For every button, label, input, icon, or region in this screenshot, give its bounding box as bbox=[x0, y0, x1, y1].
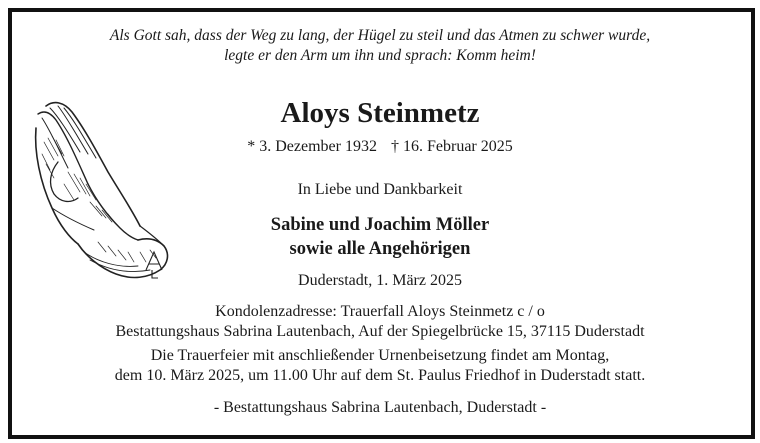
deceased-name: Aloys Steinmetz bbox=[280, 97, 480, 129]
memorial-quote bbox=[0, 26, 760, 66]
quote-line-1: Als Gott sah, dass der Weg zu lang, der Hügel zu steil und das Atmen zu schwer wurde, bbox=[109, 27, 651, 44]
condolence-address bbox=[0, 302, 760, 342]
quote-line-2: legte er den Arm um ihn und sprach: Komm heim! bbox=[224, 47, 536, 64]
funeral-home-footer: - Bestattungshaus Sabrina Lautenbach, Duderstadt - bbox=[213, 399, 547, 416]
condolence-line-2: Bestattungshaus Sabrina Lautenbach, Auf der Spiegelbrücke 15, 37115 Duderstadt bbox=[115, 323, 645, 340]
life-dates bbox=[0, 137, 760, 157]
mourners-line-2: sowie alle Angehörigen bbox=[289, 239, 471, 259]
mourners bbox=[0, 213, 760, 261]
ceremony-line-2: dem 10. März 2025, um 11.00 Uhr auf dem St. Paulus Friedhof in Duderstadt statt. bbox=[114, 367, 646, 384]
place-and-date: Duderstadt, 1. März 2025 bbox=[298, 272, 462, 289]
death-date: † 16. Februar 2025 bbox=[390, 138, 513, 155]
birth-date: * 3. Dezember 1932 bbox=[247, 138, 377, 155]
ceremony-line-1: Die Trauerfeier mit anschließender Urnenbeisetzung findet am Montag, bbox=[150, 347, 610, 364]
tribute-text: In Liebe und Dankbarkeit bbox=[297, 181, 463, 198]
ceremony-info bbox=[0, 346, 760, 386]
condolence-line-1: Kondolenzadresse: Trauerfall Aloys Steinmetz c / o bbox=[215, 303, 545, 320]
mourners-line-1: Sabine und Joachim Möller bbox=[270, 215, 490, 235]
